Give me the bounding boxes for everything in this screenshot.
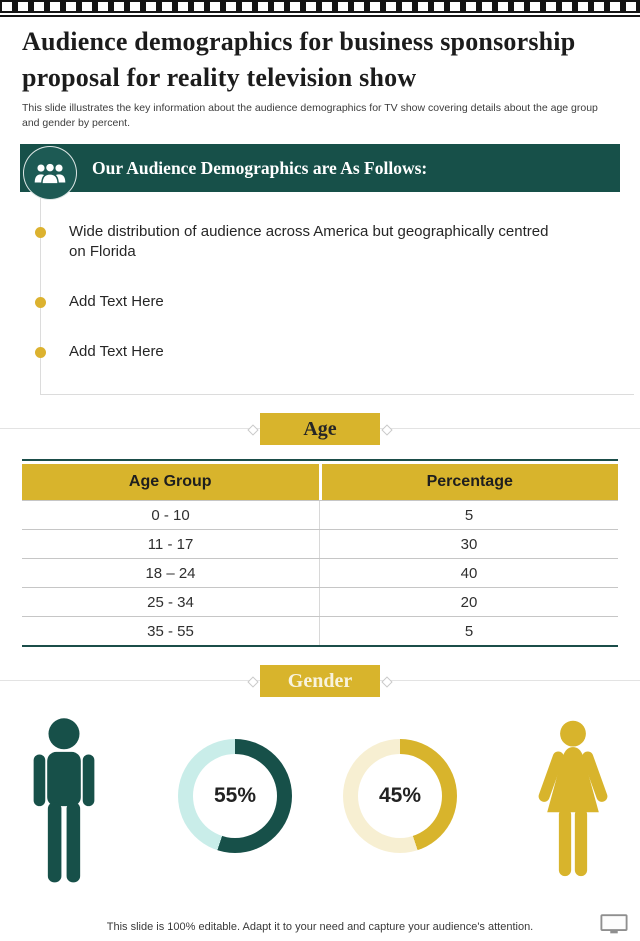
list-item — [41, 342, 634, 362]
age-table-header-row — [22, 464, 618, 500]
percentage-cell: 40 — [460, 564, 478, 582]
female-figure-icon — [530, 715, 616, 890]
percentage-cell: 20 — [460, 593, 478, 611]
filmstrip-squares — [2, 2, 638, 11]
table-row — [22, 558, 618, 587]
age-section-label — [260, 413, 380, 445]
filmstrip-underline — [0, 15, 640, 17]
table-row — [22, 500, 618, 529]
banner-title: Our Audience Demographics are As Follows: — [92, 157, 428, 178]
table-row — [22, 529, 618, 558]
age-table — [22, 459, 618, 647]
percentage-cell: 5 — [464, 622, 474, 640]
connector-handle-icon — [381, 676, 392, 687]
connector-handle-icon — [247, 676, 258, 687]
gender-charts-row — [0, 711, 640, 895]
female-share-value: 45% — [358, 754, 442, 838]
column-header: Percentage — [322, 464, 619, 500]
percentage-cell: 5 — [464, 506, 474, 524]
bullet-text: Add Text Here — [69, 343, 164, 360]
page-subtitle: This slide illustrates the key information about the audience demographics for TV show covering details about the age group and gender by percent. — [22, 102, 598, 129]
gender-section-divider — [0, 665, 640, 697]
male-share-donut-chart — [178, 739, 292, 853]
footer-note: This slide is 100% editable. Adapt it to your need and capture your audience's attention. — [106, 921, 534, 933]
monitor-icon — [600, 913, 628, 940]
male-figure-svg — [24, 717, 104, 885]
page-title: Audience demographics for business sponsorship proposal for reality television show — [22, 27, 576, 92]
bullet-dot-icon — [35, 227, 46, 238]
age-group-cell: 11 - 17 — [22, 530, 320, 558]
gender-section-label — [260, 665, 380, 697]
percentage-cell: 30 — [460, 535, 478, 553]
column-header: Age Group — [22, 464, 319, 500]
bullet-text: Add Text Here — [69, 293, 164, 310]
age-section-divider — [0, 413, 640, 445]
list-item — [41, 222, 634, 262]
male-figure-icon — [24, 717, 104, 890]
slide-footer — [0, 907, 640, 941]
female-share-donut-chart — [343, 739, 457, 853]
audience-banner — [20, 144, 620, 192]
male-share-value: 55% — [193, 754, 277, 838]
connector-handle-icon — [247, 424, 258, 435]
table-row — [22, 616, 618, 645]
bullet-text: Wide distribution of audience across America but geographically centred on Florida — [69, 223, 549, 260]
female-figure-svg — [530, 715, 616, 885]
bullet-dot-icon — [35, 297, 46, 308]
age-group-cell: 18 – 24 — [22, 559, 320, 587]
monitor-icon-svg — [600, 913, 628, 935]
age-group-cell: 35 - 55 — [22, 617, 320, 645]
filmstrip-border — [0, 0, 640, 13]
gender-label-text: Gender — [287, 669, 353, 692]
table-row — [22, 587, 618, 616]
list-item — [41, 292, 634, 312]
age-group-cell: 25 - 34 — [22, 588, 320, 616]
people-group-icon-svg — [32, 160, 68, 186]
bullet-list — [40, 192, 634, 395]
connector-handle-icon — [381, 424, 392, 435]
age-group-cell: 0 - 10 — [22, 501, 320, 529]
bullet-dot-icon — [35, 347, 46, 358]
people-group-icon — [23, 146, 77, 200]
age-label-text: Age — [303, 417, 337, 440]
